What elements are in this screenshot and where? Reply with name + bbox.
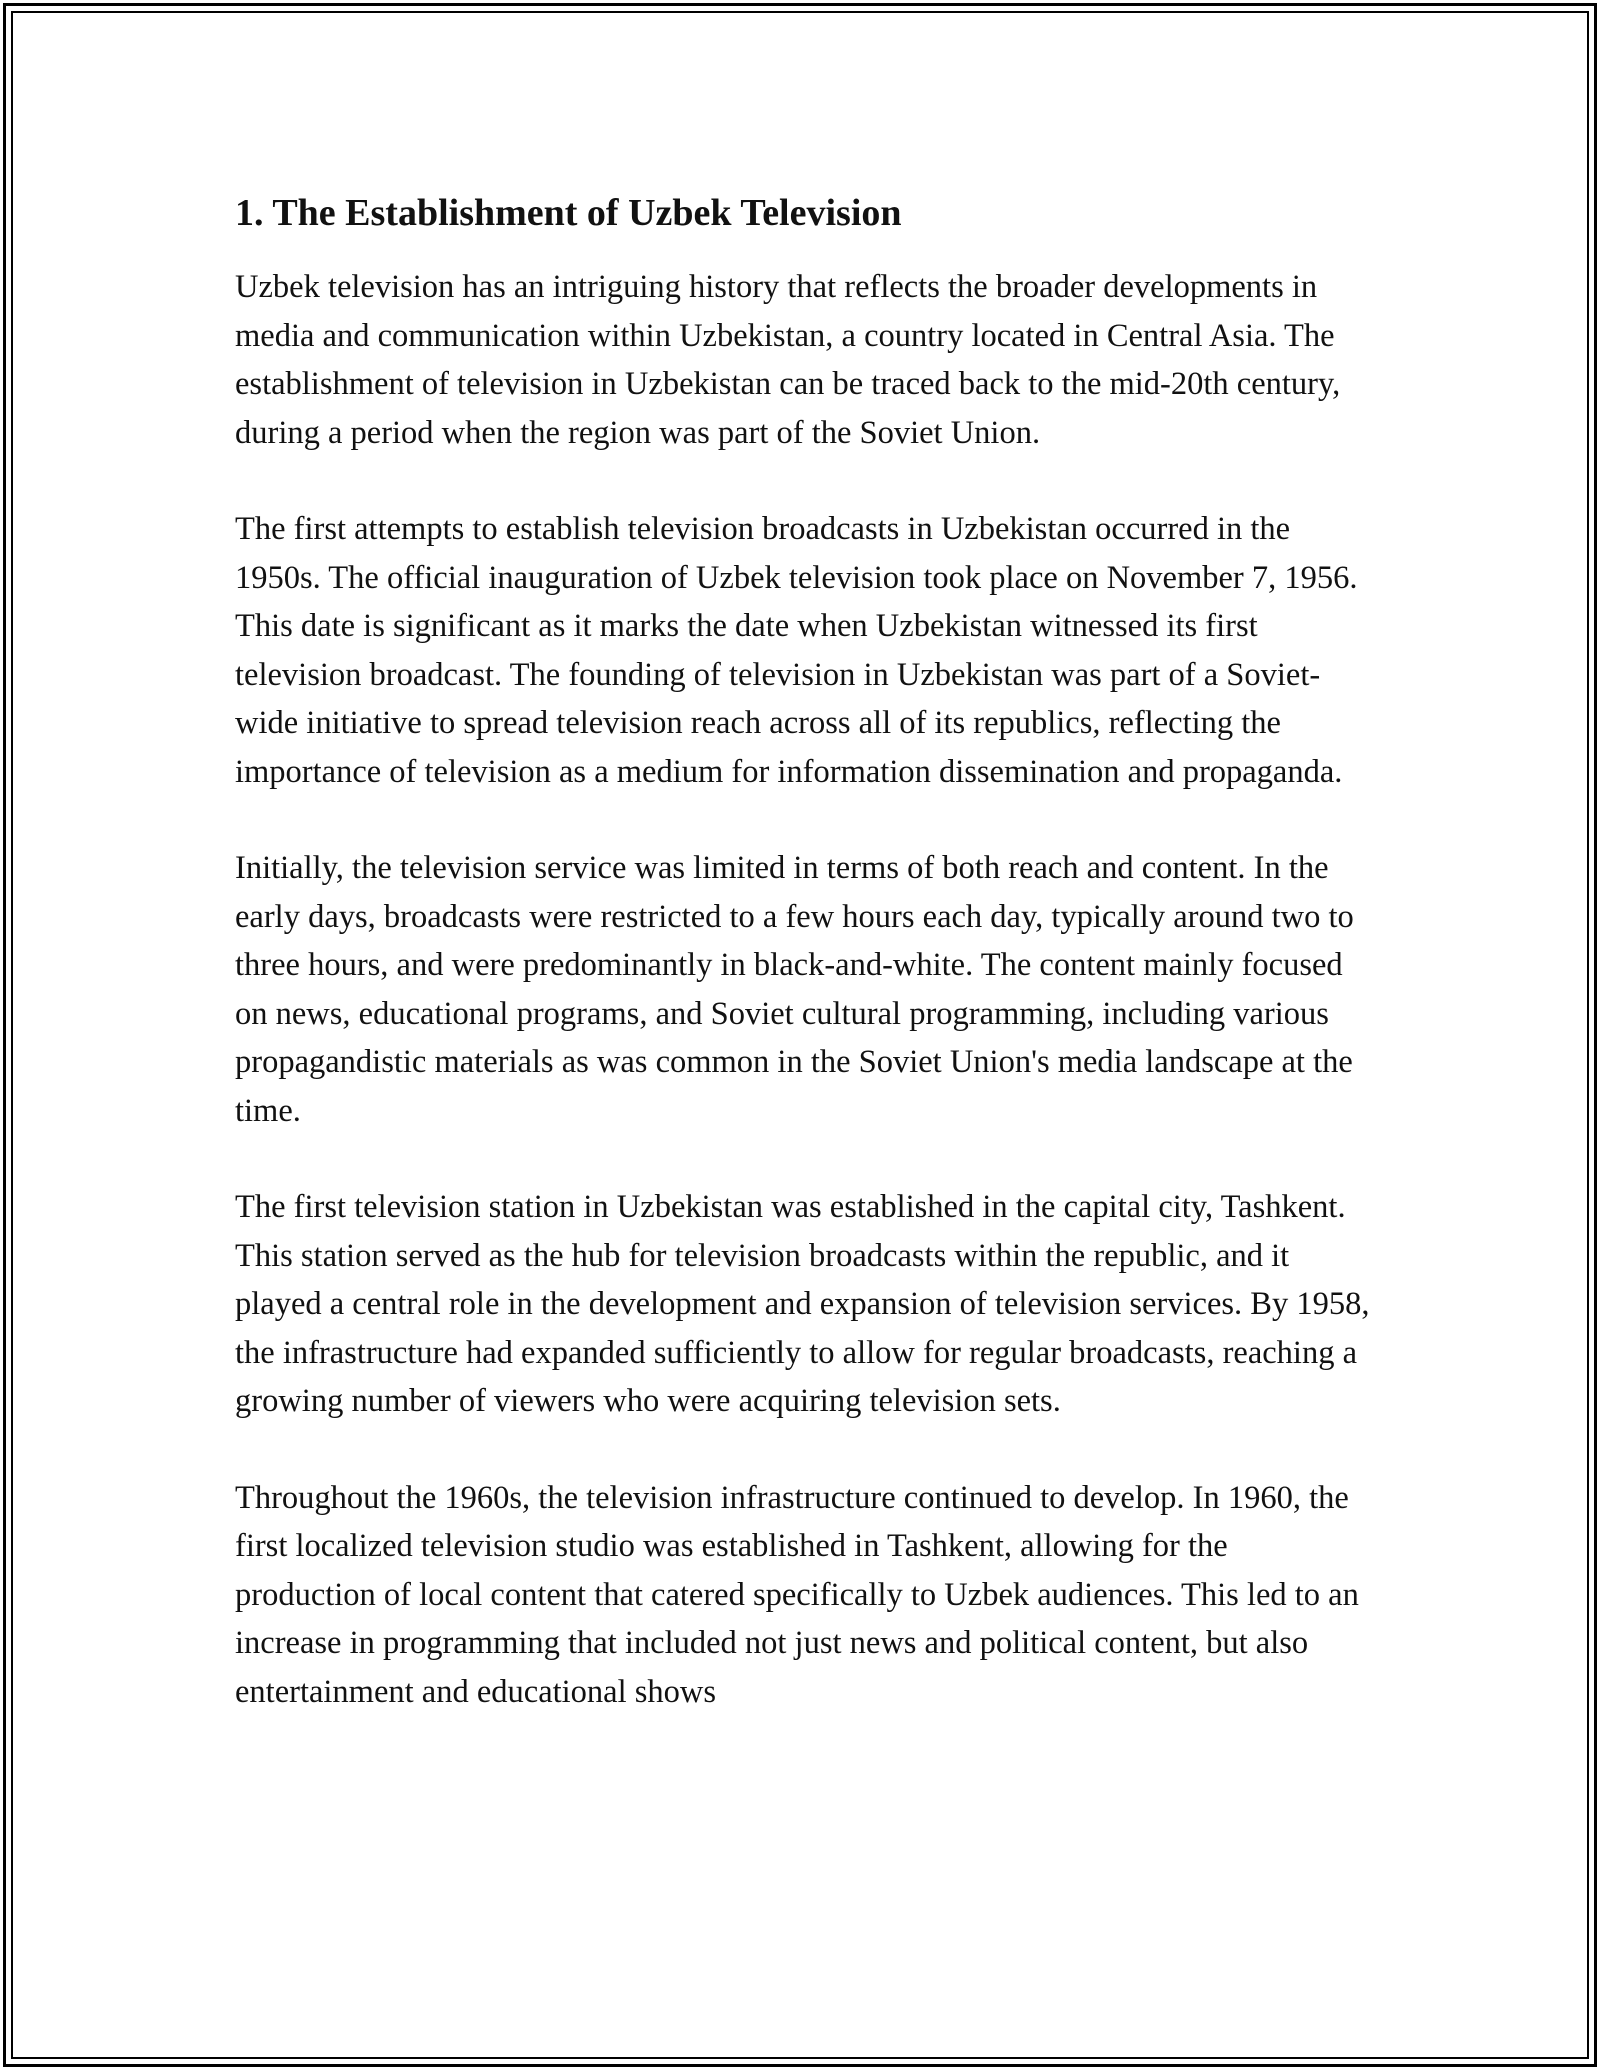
section-heading: 1. The Establishment of Uzbek Television [235, 192, 902, 234]
paragraph-5: Throughout the 1960s, the television infrastructure continued to develop. In 1960, the first localized television studio was established in Tashkent, allowing for the production of local content that catered specifically to Uzbek audiences. This led to an increase in programming that included not just news and political content, but also entertainment and educational shows [235, 1479, 1359, 1710]
paragraph-3: Initially, the television service was limited in terms of both reach and content. In the early days, broadcasts were restricted to a few hours each day, typically around two to three hours, and were predominantly in black-and-white. The content mainly focused on news, educational programs, and Soviet cultural programming, including various propagandistic materials as was common in the Soviet Union's media landscape at the time. [235, 850, 1354, 1129]
paragraph-2: The first attempts to establish television broadcasts in Uzbekistan occurred in the 1950s. The official inauguration of Uzbek television took place on November 7, 1956. This date is significant as it marks the date when Uzbekistan witnessed its first television broadcast. The founding of television in Uzbekistan was part of a Soviet-wide initiative to spread television reach across all of its republics, reflecting the importance of television as a medium for information dissemination and propaganda. [235, 511, 1358, 790]
paragraph-1: Uzbek television has an intriguing history that reflects the broader developments in media and communication within Uzbekistan, a country located in Central Asia. The establishment of television in Uzbekistan can be traced back to the mid-20th century, during a period when the region was part of the Soviet Union. [235, 269, 1341, 451]
paragraph-4: The first television station in Uzbekistan was established in the capital city, Tashkent. This station served as the hub for television broadcasts within the republic, and it played a central role in the development and expansion of television services. By 1958, the infrastructure had expanded sufficiently to allow for regular broadcasts, reaching a growing number of viewers who were acquiring television sets. [235, 1189, 1370, 1419]
document-body [235, 185, 1375, 1764]
